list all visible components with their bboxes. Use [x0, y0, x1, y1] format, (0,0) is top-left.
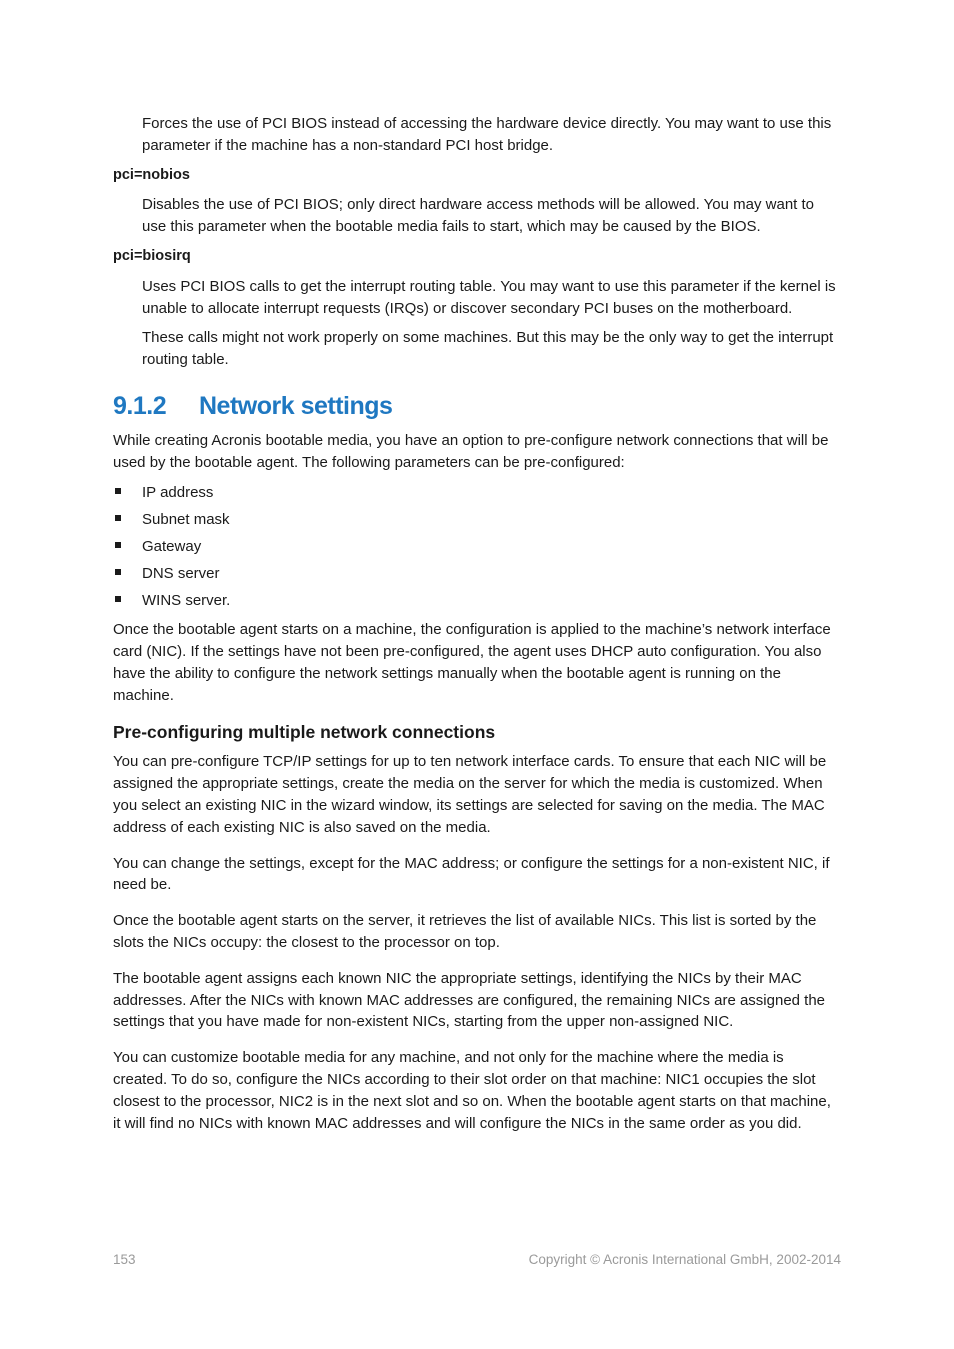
subsection-paragraph: You can customize bootable media for any machine, and not only for the machine where the media is created. To do so, configure the NICs according to their slot order on that machine: NIC1 occupies the slot closest to the processor, NIC2 is in the next slot and so on. When the bootable agent starts on that machine, it will find no NICs with known MAC addresses and will configure the NICs in the same order as you did.	[113, 1049, 831, 1132]
list-item: Subnet mask	[113, 509, 841, 531]
copyright-notice: Copyright © Acronis International GmbH, 2002-2014	[528, 1252, 841, 1267]
section-number: 9.1.2	[113, 391, 167, 420]
parameter-list	[113, 482, 841, 612]
pci-biosirq-description: Uses PCI BIOS calls to get the interrupt routing table. You may want to use this parameter if the kernel is unable to allocate interrupt requests (IRQs) or discover secondary PCI buses on the motherboard.	[142, 277, 836, 317]
section-after-list: Once the bootable agent starts on a machine, the configuration is applied to the machine’s network interface card (NIC). If the settings have not been pre-configured, the agent uses DHCP auto configuration. You also have the ability to configure the network settings manually when the bootable agent is running on the machine.	[113, 621, 831, 704]
pci-nobios-term: pci=nobios	[113, 166, 190, 183]
section-heading	[113, 390, 841, 422]
document-page	[113, 113, 841, 1148]
pci-biosirq-term: pci=biosirq	[113, 247, 191, 264]
list-item: DNS server	[113, 563, 841, 585]
page-number: 153	[113, 1252, 136, 1267]
subsection-paragraph: Once the bootable agent starts on the server, it retrieves the list of available NICs. This list is sorted by the slots the NICs occupy: the closest to the processor on top.	[113, 912, 817, 952]
section-intro: While creating Acronis bootable media, you have an option to pre-configure network connections that will be used by the bootable agent. The following parameters can be pre-configured:	[113, 431, 829, 471]
pci-biosirq-note: These calls might not work properly on some machines. But this may be the only way to get the interrupt routing table.	[142, 329, 834, 369]
subsection-paragraph: You can pre-configure TCP/IP settings for up to ten network interface cards. To ensure that each NIC will be assigned the appropriate settings, create the media on the server for which the media is customized. When you select an existing NIC in the wizard window, its settings are selected for saving on the media. The MAC address of each existing NIC is also saved on the media.	[113, 753, 827, 836]
section-title: Network settings	[199, 391, 393, 420]
pci-bios-description: Forces the use of PCI BIOS instead of accessing the hardware device directly. You may want to use this parameter if the machine has a non-standard PCI host bridge.	[142, 115, 832, 154]
list-item: IP address	[113, 482, 841, 504]
pci-nobios-description: Disables the use of PCI BIOS; only direct hardware access methods will be allowed. You may want to use this parameter when the bootable media fails to start, which may be caused by the BIOS.	[142, 196, 815, 236]
subsection-paragraph: The bootable agent assigns each known NIC the appropriate settings, identifying the NICs by their MAC addresses. After the NICs with known MAC addresses are configured, the remaining NICs are assigned the settings that you have made for non-existent NICs, starting from the upper non-assigned NIC.	[113, 969, 826, 1031]
list-item: Gateway	[113, 536, 841, 558]
subsection-paragraph: You can change the settings, except for the MAC address; or configure the settings for a non-existent NIC, if need be.	[113, 854, 830, 894]
list-item: WINS server.	[113, 590, 841, 612]
subsection-heading: Pre-configuring multiple network connections	[113, 722, 496, 743]
